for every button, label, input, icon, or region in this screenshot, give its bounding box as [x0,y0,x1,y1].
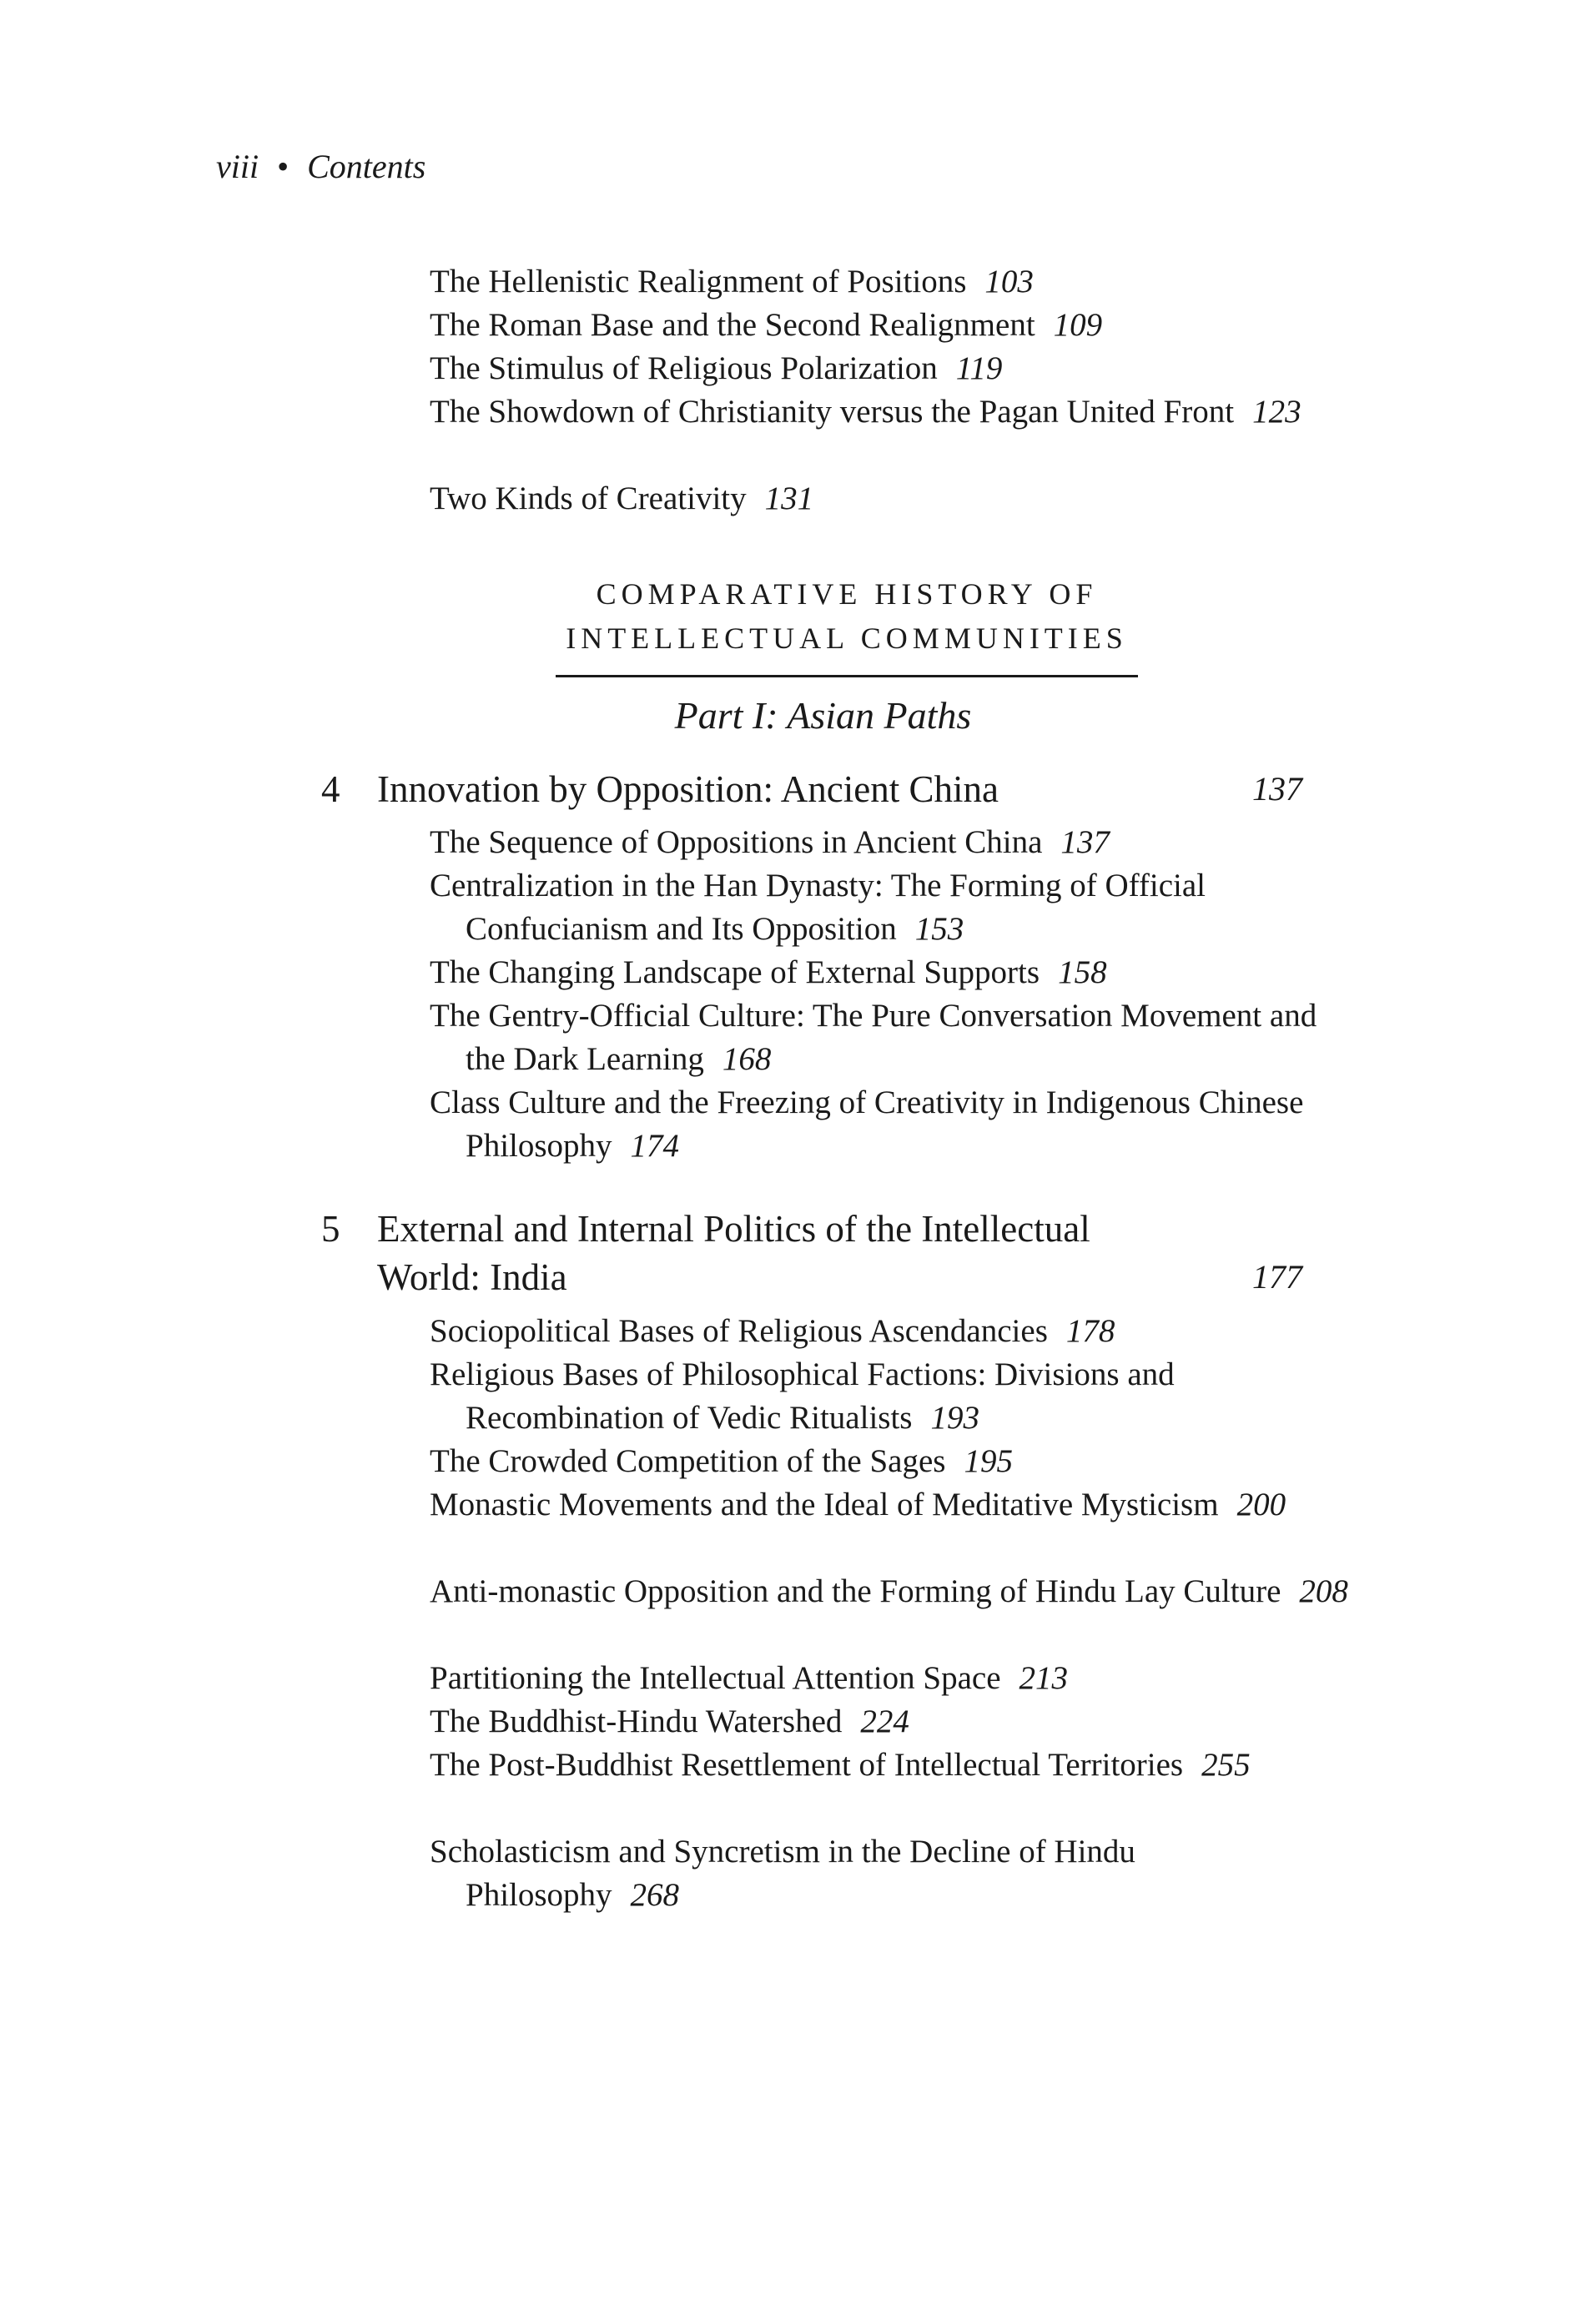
toc-entry-page: 103 [984,264,1034,299]
toc-entry-title: Class Culture and the Freezing of Creativity in Indigenous Chinese Philosophy [430,1085,1304,1164]
toc-entry[interactable] [430,821,1350,864]
toc-entry[interactable] [430,864,1350,951]
section-rule [556,675,1138,677]
chapter-page: 177 [1252,1258,1302,1296]
toc-entry-page: 208 [1299,1573,1348,1609]
toc-entry-page: 213 [1019,1660,1068,1696]
separator: • [277,148,289,185]
toc-entry-page: 268 [630,1877,680,1913]
toc-entry-title: The Crowded Competition of the Sages [430,1443,946,1479]
toc-entry-page: 193 [930,1400,979,1436]
toc-entry[interactable] [430,1700,1350,1744]
toc-entry-page: 174 [630,1128,680,1164]
chapter-number: 4 [321,768,340,810]
toc-entry-title: The Roman Base and the Second Realignment [430,307,1035,343]
toc-entry-title: The Post-Buddhist Resettlement of Intellectual Territories [430,1747,1184,1783]
toc-entry-title: Two Kinds of Creativity [430,481,747,516]
toc-entry[interactable] [430,1440,1350,1483]
toc-entry[interactable] [430,260,1350,304]
toc-entry-page: 119 [955,350,1003,386]
toc-entry-title: Centralization in the Han Dynasty: The Forming of Official Confucianism and Its Opposition [430,868,1206,947]
toc-entry[interactable] [430,304,1350,347]
toc-entry-title: The Sequence of Oppositions in Ancient China [430,824,1043,860]
toc-entry[interactable] [430,951,1350,994]
toc-entry[interactable] [430,1744,1350,1787]
toc-entry-title: Religious Bases of Philosophical Factions: Divisions and Recombination of Vedic Ritualists [430,1356,1175,1436]
toc-entry[interactable] [430,1570,1350,1613]
running-head [216,150,425,184]
part-title [0,691,1596,741]
toc-entry[interactable] [430,1081,1350,1168]
toc-entry-page: 168 [722,1041,772,1077]
toc-entry[interactable] [430,994,1350,1081]
toc-entry-title: The Buddhist-Hindu Watershed [430,1704,843,1739]
toc-entry-title: Partitioning the Intellectual Attention Space [430,1660,1001,1696]
toc-entry-page: 158 [1058,954,1107,990]
part-title-text: Part I: Asian Paths [674,694,972,737]
running-head-title: Contents [307,148,426,185]
toc-entry-title: Sociopolitical Bases of Religious Ascendancies [430,1313,1048,1349]
chapter-title[interactable]: Innovation by Opposition: Ancient China [377,768,999,810]
toc-entry-title: Anti-monastic Opposition and the Forming of Hindu Lay Culture [430,1573,1281,1609]
section-heading [555,572,1139,661]
toc-entry-title: The Stimulus of Religious Polarization [430,350,938,386]
toc-entry-title: Monastic Movements and the Ideal of Meditative Mysticism [430,1487,1219,1522]
toc-entry-title: The Changing Landscape of External Supports [430,954,1040,990]
toc-entry-page: 255 [1201,1747,1251,1783]
toc-entry[interactable] [430,390,1350,434]
chapter-number: 5 [321,1208,340,1250]
toc-entry-page: 224 [860,1704,909,1739]
toc-entry-page: 131 [764,481,814,516]
chapter-title-line-1[interactable]: External and Internal Politics of the Intellectual [377,1208,1090,1250]
toc-entry-title: The Hellenistic Realignment of Positions [430,264,967,299]
toc-entry-page: 200 [1236,1487,1286,1522]
section-heading-line-2: INTELLECTUAL COMMUNITIES [566,622,1128,655]
toc-entry[interactable] [430,347,1350,390]
toc-entry-page: 153 [914,911,964,947]
toc-entry[interactable] [430,1483,1350,1527]
section-heading-line-1: COMPARATIVE HISTORY OF [596,577,1098,611]
toc-entry-page: 137 [1060,824,1110,860]
toc-entry-page: 195 [964,1443,1013,1479]
toc-entry[interactable] [430,1353,1350,1440]
toc-entry[interactable] [430,1657,1350,1700]
folio: viii [216,148,259,185]
toc-entry-page: 123 [1252,394,1301,430]
toc-entry-title: Scholasticism and Syncretism in the Decline of Hindu Philosophy [430,1834,1135,1913]
toc-entry[interactable] [430,1310,1350,1353]
toc-entry-title: The Gentry-Official Culture: The Pure Conversation Movement and the Dark Learning [430,998,1317,1077]
toc-entry-title: The Showdown of Christianity versus the Pagan United Front [430,394,1235,430]
toc-entry-page: 109 [1053,307,1103,343]
chapter-page: 137 [1252,770,1302,808]
toc-entry-page: 178 [1065,1313,1115,1349]
toc-entry[interactable] [430,1830,1350,1917]
chapter-title-line-2[interactable]: World: India [377,1256,567,1298]
toc-entry[interactable] [430,477,1350,521]
